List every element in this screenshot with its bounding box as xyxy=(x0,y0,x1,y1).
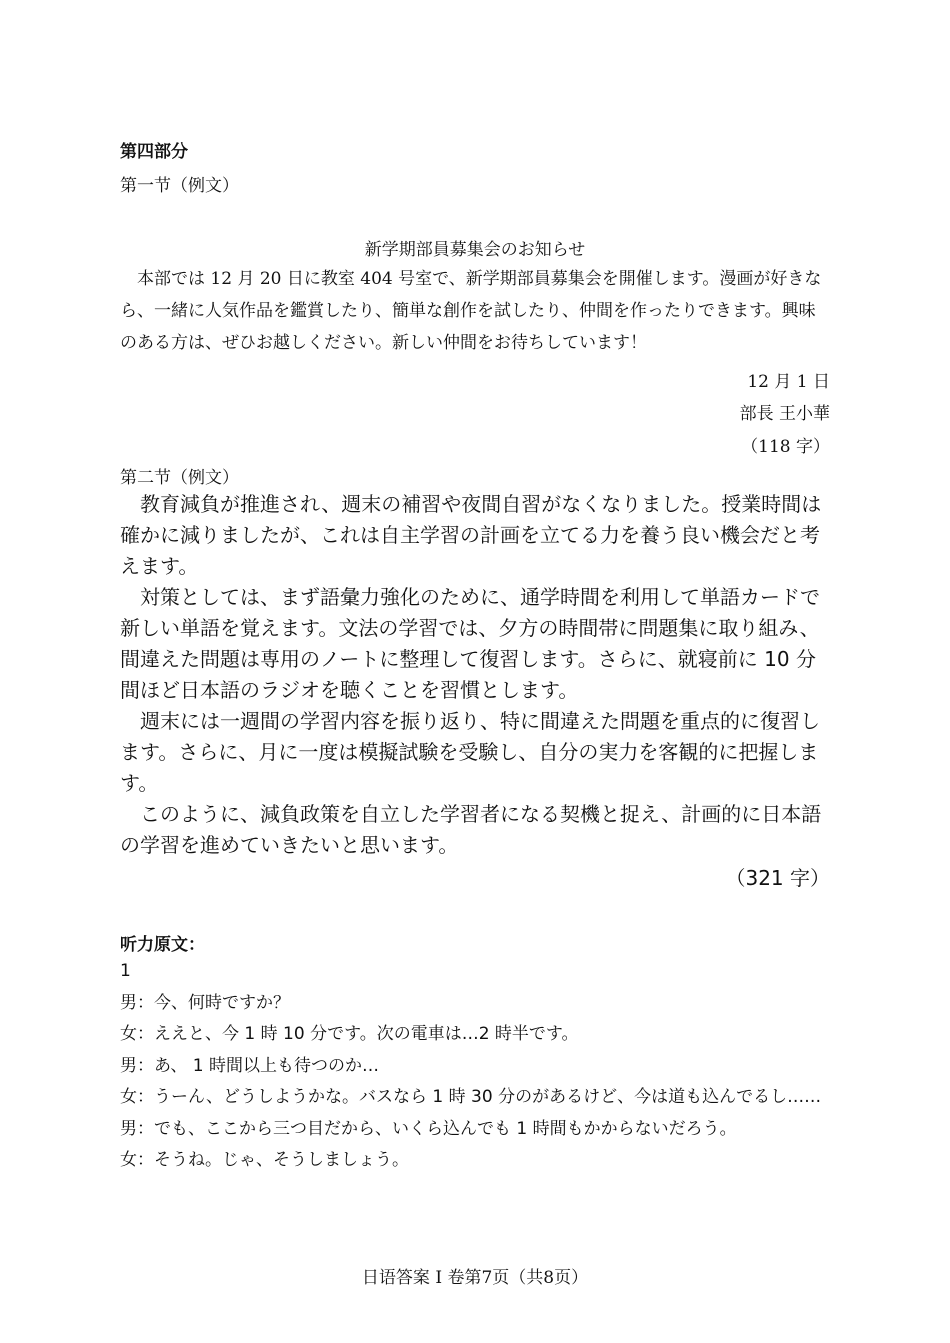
dialog-line: 女：そうね。じゃ、そうしましょう。 xyxy=(120,1150,409,1170)
notice-body-block xyxy=(120,263,830,359)
dialog-line: 男：でも、ここから三つ目だから、いくら込んでも 1 時間もかからないだろう。 xyxy=(120,1118,737,1139)
page-footer: 日语答案 I 卷第7页（共8页） xyxy=(361,1268,589,1288)
notice-title: 新学期部員募集会のお知らせ xyxy=(364,240,586,260)
transcript-number: 1 xyxy=(120,961,131,981)
part1-heading: 第一节（例文） xyxy=(120,176,239,196)
dialog-line: 女：うーん、どうしようかな。バスなら 1 時 30 分のがあるけど、今は道も込んでるし…… xyxy=(120,1087,822,1107)
listening-heading: 听力原文： xyxy=(120,935,205,955)
part1-char-count: （118 字） xyxy=(741,437,830,457)
essay-paragraph: このように、減負政策を自立した学習者になる契機と捉え、計画的に日本語の学習を進めていきたいと思います。 xyxy=(120,802,822,857)
listening-transcript xyxy=(120,956,830,1177)
dialog-line: 男：今、何時ですか？ xyxy=(120,992,290,1013)
dialog-line: 男：あ、 1 時間以上も待つのか… xyxy=(120,1055,379,1076)
notice-signature: 部長 王小華 xyxy=(739,404,830,424)
essay-paragraph: 対策としては、まず語彙力強化のために、通学時間を利用して単語カードで新しい単語を覚えます。文法の学習では、夕方の時間帯に問題集に取り組み、間違えた問題は専用のノートに整理して復習します。さらに、就寝前に 10 分間ほど日本語のラジオを聴くことを習慣とします。 xyxy=(120,585,820,702)
essay-block xyxy=(120,489,830,861)
part2-char-count: （321 字） xyxy=(725,866,830,890)
notice-body: 本部では 12 月 20 日に教室 404 号室で、新学期部員募集会を開催します。漫画が好きなら、一緒に人気作品を鑑賞したり、簡単な創作を試したり、仲間を作ったりできます。興味のある方は、ぜひお越しください。新しい仲間をお待ちしています！ xyxy=(120,269,822,353)
essay-paragraph: 週末には一週間の学習内容を振り返り、特に間違えた問題を重点的に復習します。さらに、月に一度は模擬試験を受験し、自分の実力を客観的に把握します。 xyxy=(120,709,820,795)
section-title: 第四部分 xyxy=(120,142,188,162)
part2-heading: 第二节（例文） xyxy=(120,468,239,488)
essay-paragraph: 教育減負が推進され、週末の補習や夜間自習がなくなりました。授業時間は確かに減りましたが、これは自主学習の計画を立てる力を養う良い機会だと考えます。 xyxy=(120,492,822,578)
notice-date: 12 月 1 日 xyxy=(747,372,830,392)
dialog-line: 女：ええと、今 1 時 10 分です。次の電車は…2 時半です。 xyxy=(120,1024,579,1044)
